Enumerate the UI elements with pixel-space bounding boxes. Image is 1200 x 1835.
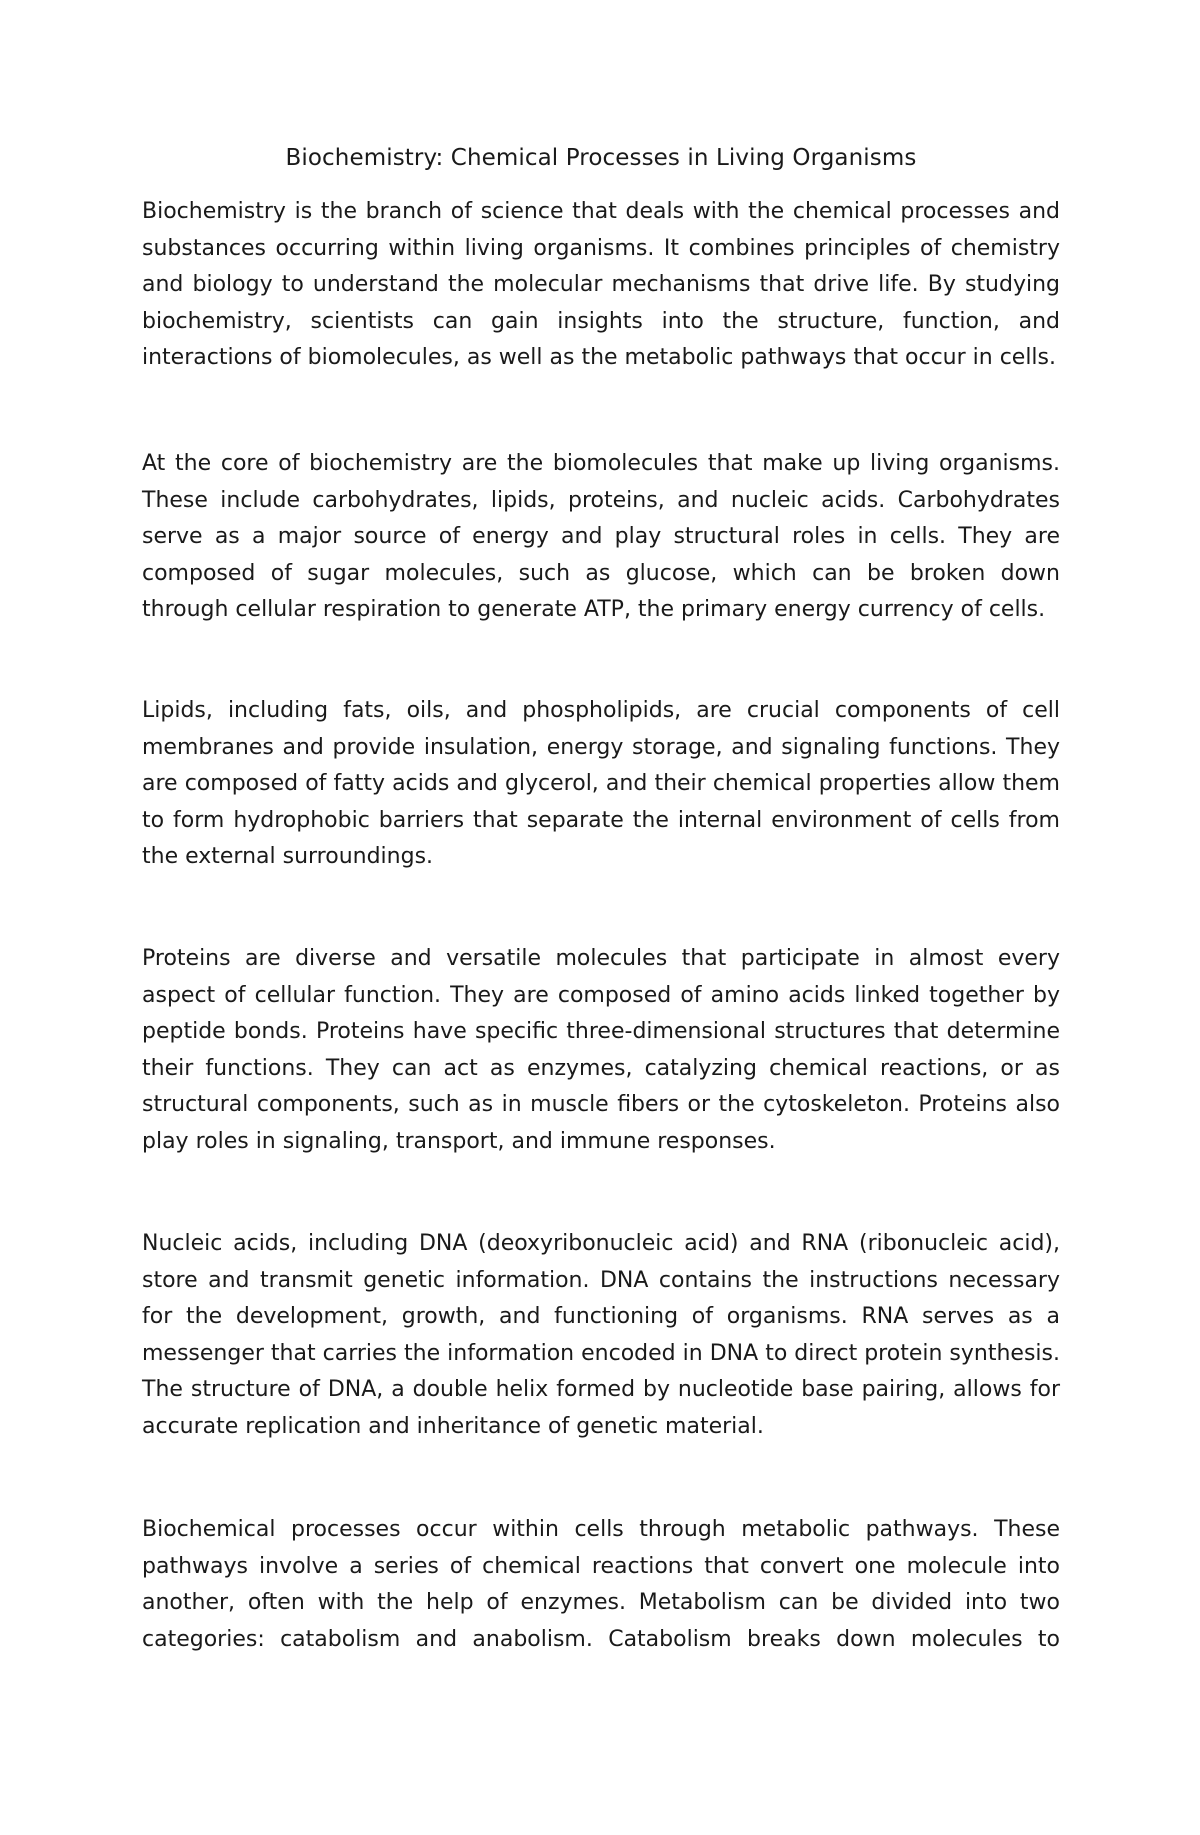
document-title: Biochemistry: Chemical Processes in Living Organisms (285, 145, 917, 171)
paragraph-biomolecules: At the core of biochemistry are the biomolecules that make up living organisms. These include carbohydrates, lipids, proteins, and nucleic acids. Carbohydrates serve as a major source of energy and play structural roles in cells. They are composed of sugar molecules, such as glucose, which can be broken down through cellular respiration to generate ATP, the primary energy currency of cells. (142, 451, 1060, 622)
paragraph-introduction: Biochemistry is the branch of science that deals with the chemical processes and substances occurring within living organisms. It combines principles of chemistry and biology to understand the molecular mechanisms that drive life. By studying biochemistry, scientists can gain insights into the structure, function, and interactions of biomolecules, as well as the metabolic pathways that occur in cells. (142, 199, 1060, 370)
paragraph-lipids: Lipids, including fats, oils, and phospholipids, are crucial components of cell membranes and provide insulation, energy storage, and signaling functions. They are composed of fatty acids and glycerol, and their chemical properties allow them to form hydrophobic barriers that separate the internal environment of cells from the external surroundings. (142, 698, 1060, 869)
paragraph-metabolism: Biochemical processes occur within cells through metabolic pathways. These pathways involve a series of chemical reactions that convert one molecule into another, often with the help of enzymes. Metabolism can be divided into two categories: catabolism and anabolism. Catabolism breaks down molecules to (142, 1517, 1060, 1652)
paragraph-proteins: Proteins are diverse and versatile molecules that participate in almost every aspect of cellular function. They are composed of amino acids linked together by peptide bonds. Proteins have specific three-dimensional structures that determine their functions. They can act as enzymes, catalyzing chemical reactions, or as structural components, such as in muscle fibers or the cytoskeleton. Proteins also play roles in signaling, transport, and immune responses. (142, 946, 1060, 1154)
paragraph-nucleic-acids: Nucleic acids, including DNA (deoxyribonucleic acid) and RNA (ribonucleic acid), store and transmit genetic information. DNA contains the instructions necessary for the development, growth, and functioning of organisms. RNA serves as a messenger that carries the information encoded in DNA to direct protein synthesis. The structure of DNA, a double helix formed by nucleotide base pairing, allows for accurate replication and inheritance of genetic material. (142, 1231, 1060, 1439)
